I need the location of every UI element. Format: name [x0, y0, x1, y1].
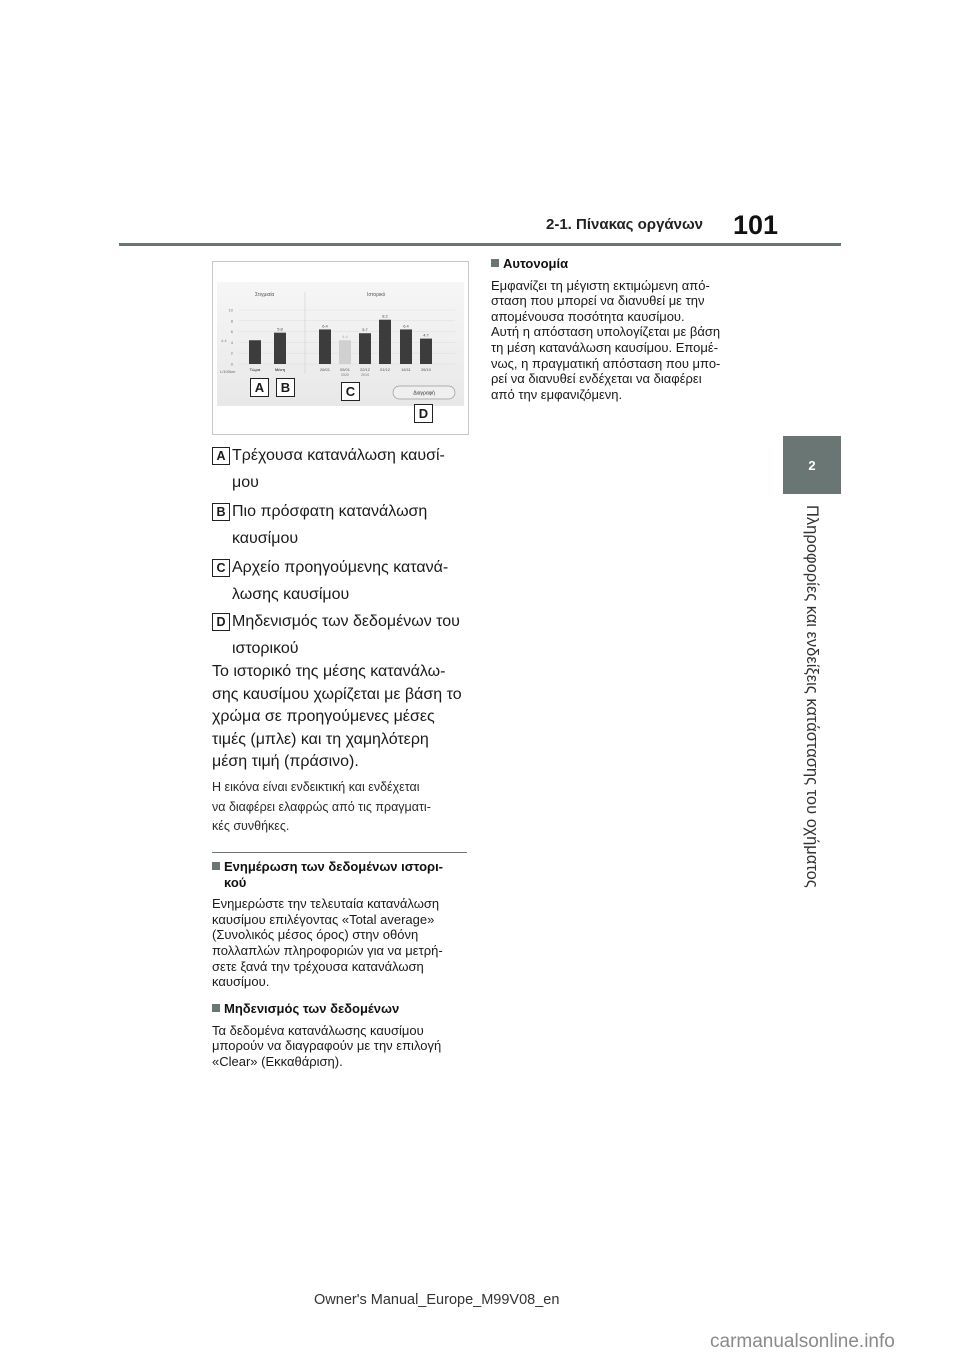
- header-rule: [119, 243, 841, 246]
- reset-section: [212, 1001, 441, 1069]
- legend-key: D: [212, 613, 230, 631]
- bar: [379, 320, 391, 364]
- y-tick-label: 2: [230, 350, 233, 356]
- update-section: [212, 859, 443, 990]
- average-marker: 4.4: [221, 338, 227, 343]
- callout-c: C: [341, 382, 360, 401]
- legend-text: Αρχείο προηγούμενης κατανά-: [232, 559, 449, 576]
- bar: [359, 333, 371, 364]
- y-tick-label: 10: [228, 307, 233, 313]
- text-line: (Συνολικός μέσος όρος) στην οθόνη: [212, 927, 419, 943]
- text-line: Αυτή η απόσταση υπολογίζεται με βάση: [491, 324, 721, 340]
- legend-text: ιστορικού: [232, 640, 299, 657]
- bar-value-label: 6.4: [403, 323, 409, 329]
- text-line: μπορούν να διαγραφούν με την επιλογή: [212, 1038, 442, 1054]
- text-line: σετε ξανά την τρέχουσα κατανάλωση: [212, 958, 424, 974]
- text-line: Τα δεδομένα κατανάλωσης καυσίμου: [212, 1022, 424, 1038]
- text-line: «Clear» (Εκκαθάριση).: [212, 1053, 343, 1069]
- history-paragraph: [212, 661, 462, 774]
- bar-category-label: 26/01: [319, 367, 331, 372]
- bar: [339, 340, 351, 364]
- reset-body: [212, 1023, 441, 1070]
- y-tick-label: 6: [230, 329, 233, 335]
- bar-value-label: 5.8: [277, 326, 283, 332]
- bar: [249, 340, 261, 364]
- y-tick-label: 8: [230, 318, 233, 324]
- update-body: [212, 896, 443, 990]
- page-number: 101: [733, 210, 779, 240]
- legend-text: λωσης καυσίμου: [232, 586, 350, 603]
- text-line: καυσίμου επιλέγοντας «Total average»: [212, 911, 435, 927]
- bullet-square-icon: [491, 259, 499, 267]
- range-section: [491, 256, 720, 402]
- text-line: κές συνθήκες.: [212, 819, 290, 833]
- text-line: τιμές (μπλε) και τη χαμηλότερη: [212, 730, 429, 748]
- bar-year-label: 2020: [341, 373, 349, 377]
- legend-key: B: [212, 503, 230, 521]
- bar-category-label: 16/11: [401, 367, 411, 372]
- bar-category-label: Μέση: [274, 367, 286, 372]
- legend-text: μου: [232, 474, 259, 491]
- legend-text: καυσίμου: [232, 530, 299, 547]
- text-line: καυσίμου.: [212, 974, 270, 990]
- text-line: να διαφέρει ελαφρώς από τις πραγματι-: [212, 799, 431, 814]
- y-tick-label: 4: [230, 339, 233, 345]
- callout-a: A: [250, 378, 269, 397]
- bar-value-label: 4.4: [342, 334, 348, 340]
- bar-category-label: 05/01: [339, 367, 351, 372]
- unit-label: L/100km: [220, 369, 236, 374]
- fuel-consumption-figure: [212, 261, 469, 435]
- chapter-tab: 2: [783, 436, 841, 494]
- bullet-square-icon: [212, 862, 220, 870]
- bar: [420, 339, 432, 364]
- text-line: από την εμφανιζόμενη.: [491, 386, 623, 402]
- tab-history: Ιστορικό: [367, 292, 386, 298]
- text-line: απομένουσα ποσότητα καυσίμου.: [491, 308, 685, 324]
- text-line: Το ιστορικό της μέσης κατανάλω-: [212, 663, 446, 680]
- text-line: μέση τιμή (πράσινο).: [212, 753, 359, 770]
- legend-text: Μηδενισμός των δεδομένων του: [232, 613, 460, 630]
- text-line: σταση που μπορεί να διανυθεί με την: [491, 293, 705, 309]
- text-line: Ενημερώστε την τελευταία κατανάλωση: [212, 896, 440, 912]
- section-title: 2-1. Πίνακας οργάνων: [546, 216, 703, 233]
- text-line: σης καυσίμου χωρίζεται με βάση το: [212, 685, 462, 703]
- bar-value-label: 6.4: [322, 323, 328, 329]
- text-line: Εμφανίζει τη μέγιστη εκτιμώμενη από-: [491, 277, 710, 293]
- text-line: τη μέση κατανάλωση καυσίμου. Επομέ-: [491, 339, 719, 355]
- legend-text: Τρέχουσα κατανάλωση καυσί-: [232, 447, 445, 464]
- chapter-title: Πληροφορίες και ενδείξεις κατάστασης του οχήματος: [803, 505, 821, 888]
- callout-d: D: [414, 404, 433, 423]
- update-heading: Ενημέρωση των δεδομένων ιστορι-: [212, 859, 443, 875]
- bar-category-label: 22/12: [359, 367, 371, 372]
- bullet-square-icon: [212, 1004, 220, 1012]
- range-body: [491, 278, 720, 403]
- section-divider: [212, 852, 467, 853]
- bar-value-label: 4.7: [423, 332, 429, 338]
- reset-heading: Μηδενισμός των δεδομένων: [212, 1001, 441, 1017]
- update-heading-cont: κού: [224, 874, 247, 890]
- bar: [274, 333, 286, 364]
- bar-year-label: 2019: [361, 373, 369, 377]
- callout-b: B: [276, 378, 295, 397]
- legend-key: A: [212, 447, 230, 465]
- text-line: ρεί να διανυθεί ενδέχεται να διαφέρει: [491, 371, 702, 387]
- text-line: νως, η πραγματική απόσταση που μπο-: [491, 355, 721, 371]
- bar-category-label: Τώρα: [249, 367, 261, 372]
- bar-value-label: 5.7: [362, 327, 368, 333]
- clear-button-label: Διαγραφή: [413, 390, 435, 397]
- watermark: carmanualsonline.info: [710, 1331, 895, 1352]
- illustration-note: [212, 778, 431, 837]
- bar: [400, 329, 412, 364]
- range-heading: Αυτονομία: [491, 256, 720, 272]
- legend-text: Πιο πρόσφατη κατανάλωση: [232, 503, 428, 520]
- bar-category-label: 01/12: [379, 367, 391, 372]
- text-line: Η εικόνα είναι ενδεικτική και ενδέχεται: [212, 780, 420, 794]
- text-line: πολλαπλών πληροφοριών για να μετρή-: [212, 942, 443, 958]
- chapter-title-vertical: [790, 505, 830, 1085]
- bar-category-label: 26/10: [420, 367, 432, 372]
- bar: [319, 329, 331, 364]
- legend-key: C: [212, 559, 230, 577]
- bar-value-label: 8.2: [382, 313, 388, 319]
- tab-now: Στιγμιαία: [255, 292, 275, 298]
- footer-text: Owner's Manual_Europe_M99V08_en: [314, 1292, 560, 1308]
- text-line: χρώμα σε προηγούμενες μέσες: [212, 708, 435, 725]
- y-tick-label: 0: [230, 361, 233, 367]
